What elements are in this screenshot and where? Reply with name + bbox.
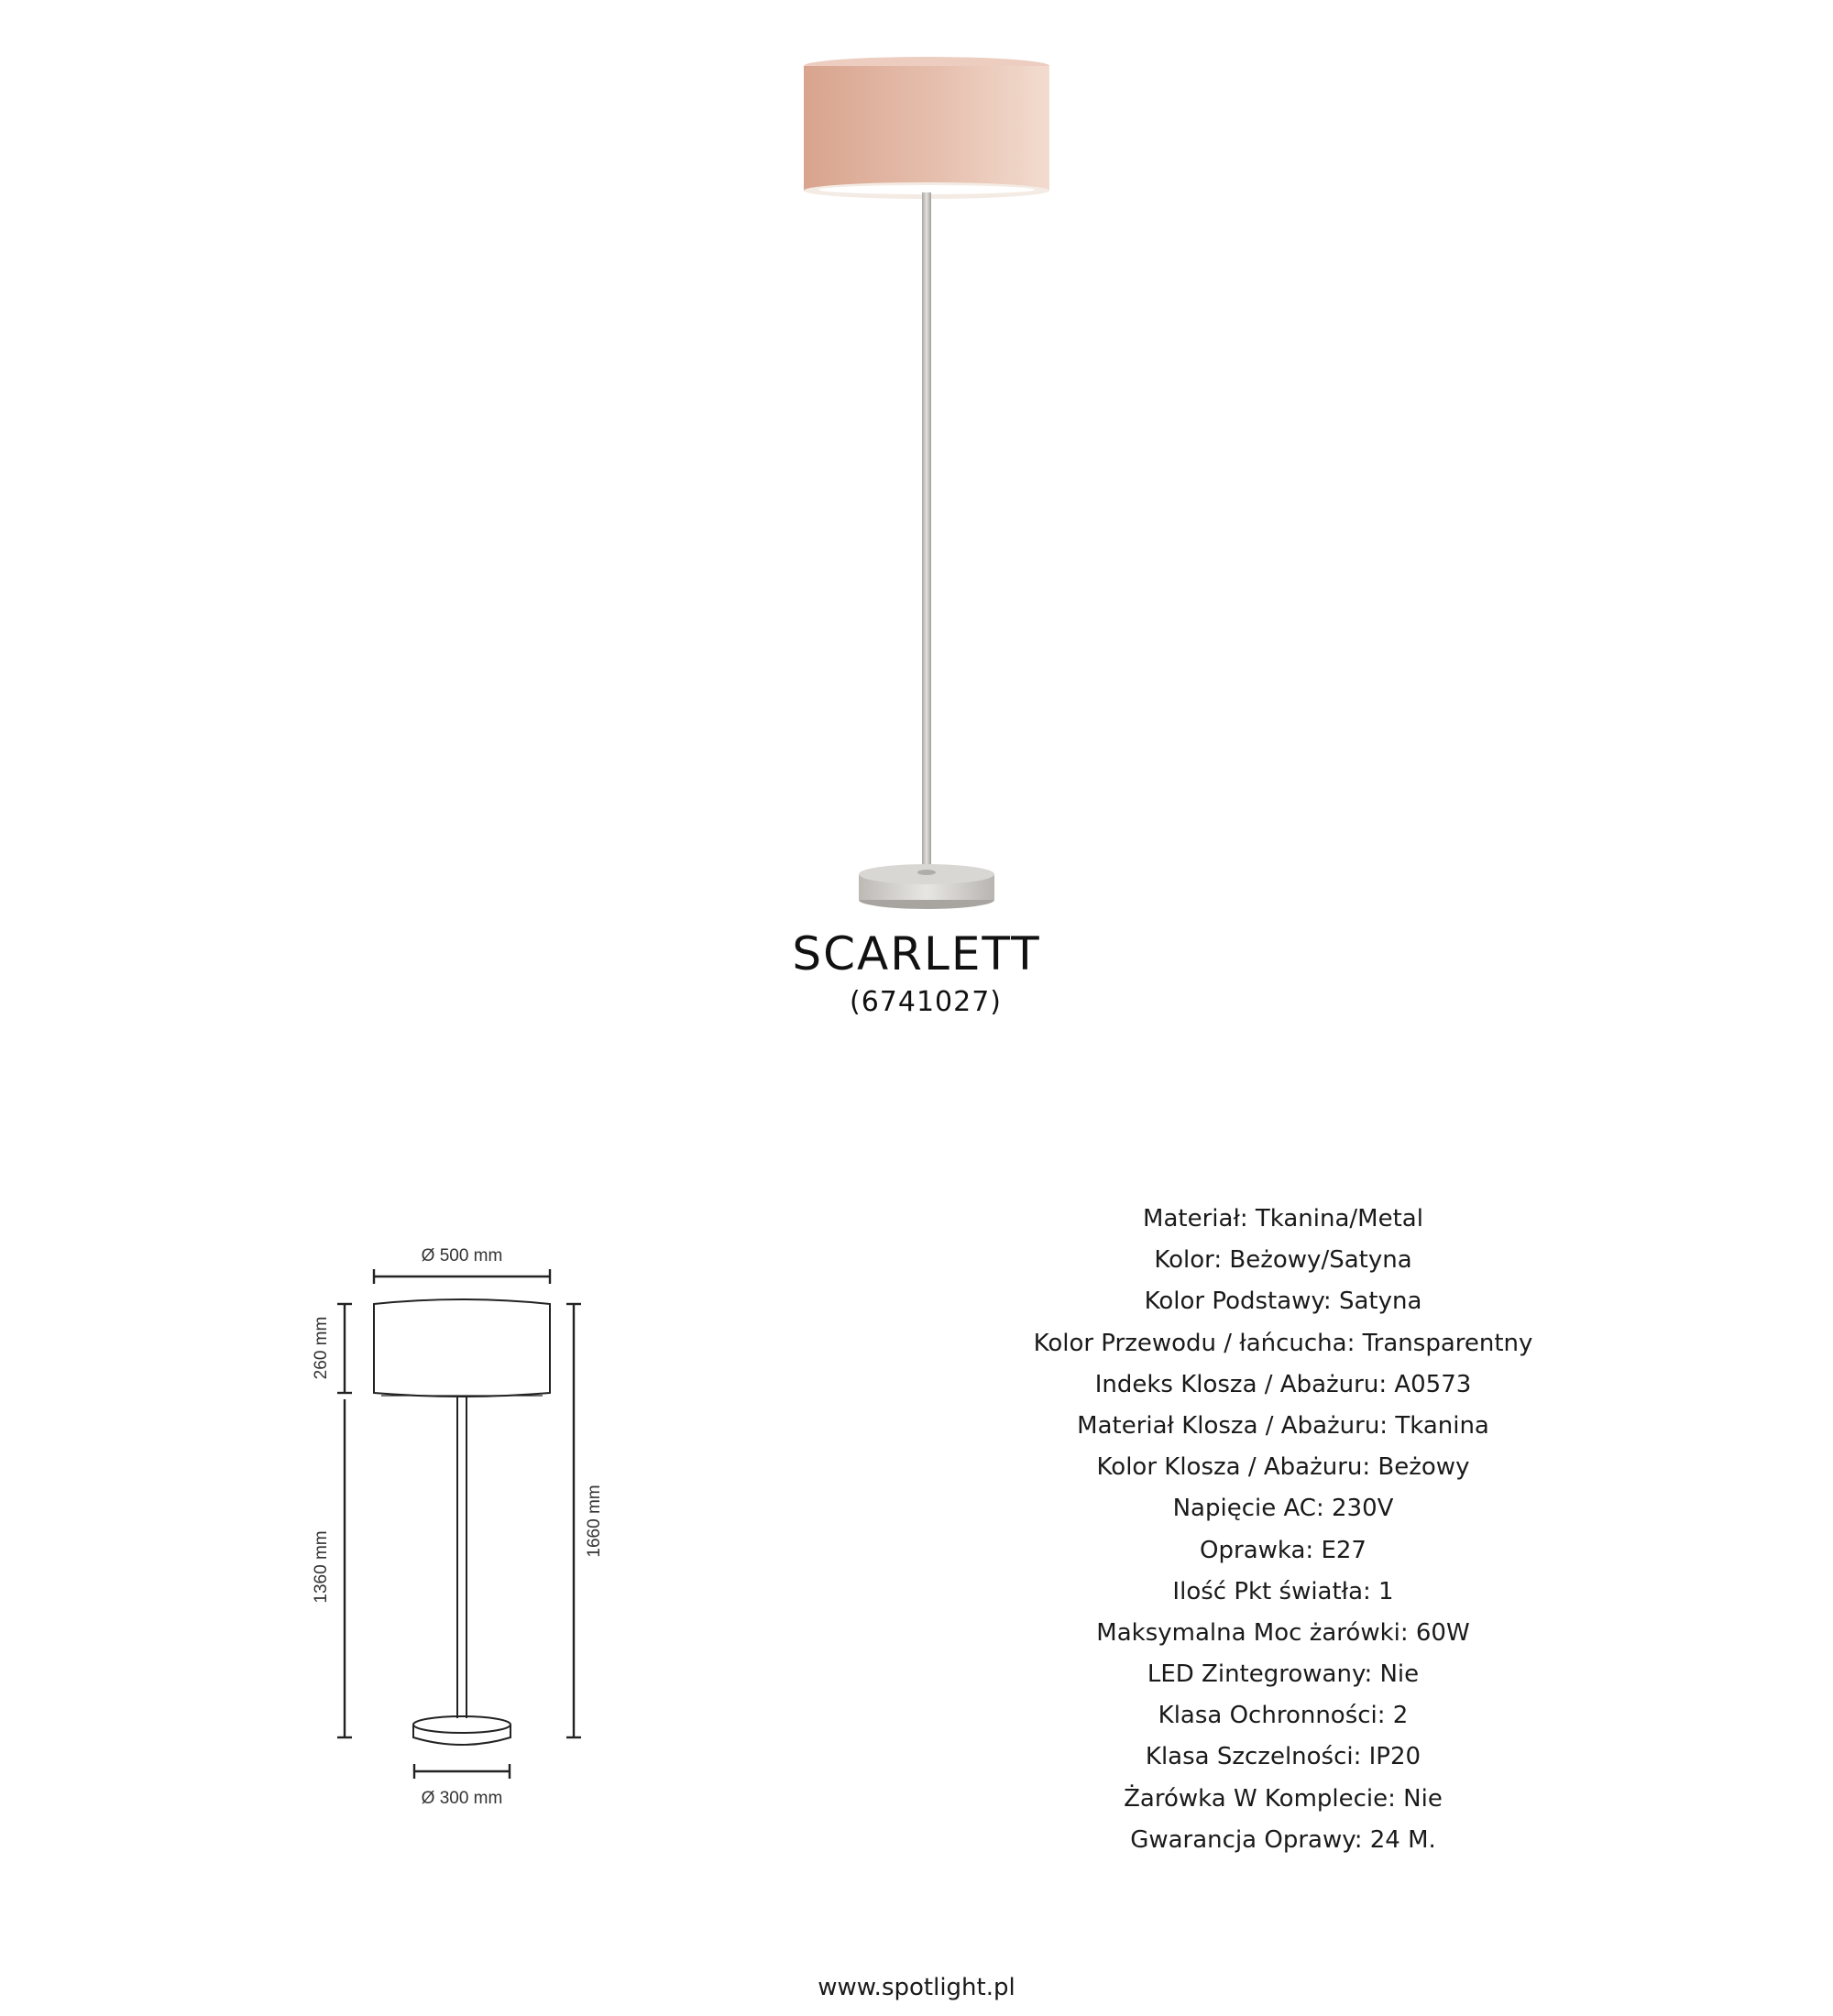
spec-item: Materiał: Tkanina/Metal: [1143, 1205, 1423, 1233]
spec-item: Oprawka: E27: [1200, 1536, 1367, 1564]
dimension-drawing: [293, 1228, 623, 1814]
product-name: SCARLETT: [792, 927, 1041, 981]
spec-item: Maksymalna Moc żarówki: 60W: [1096, 1618, 1470, 1647]
shade-diameter-label: Ø 500 mm: [421, 1246, 503, 1265]
spec-item: Klasa Ochronności: 2: [1158, 1702, 1409, 1730]
spec-item: Gwarancja Oprawy: 24 M.: [1130, 1825, 1436, 1854]
spec-item: Klasa Szczelności: IP20: [1145, 1743, 1421, 1771]
product-photo: [788, 55, 1063, 916]
base-diameter-label: Ø 300 mm: [421, 1789, 503, 1808]
shade-height-label: 260 mm: [312, 1316, 331, 1380]
spec-item: Indeks Klosza / Abażuru: A0573: [1094, 1370, 1472, 1398]
spec-item: LED Zintegrowany: Nie: [1147, 1660, 1420, 1689]
spec-item: Napięcie AC: 230V: [1172, 1495, 1394, 1523]
lamp-stem: [922, 192, 931, 871]
spec-item: Ilość Pkt światła: 1: [1172, 1577, 1394, 1605]
spec-item: Materiał Klosza / Abażuru: Tkanina: [1077, 1411, 1489, 1440]
product-code: (6741027): [849, 986, 1003, 1018]
lamp-base: [859, 864, 994, 909]
spec-item: Żarówka W Komplecie: Nie: [1124, 1784, 1443, 1813]
footer-url[interactable]: www.spotlight.pl: [818, 1974, 1015, 2001]
spec-list: [916, 1199, 1650, 1861]
stem-height-label: 1360 mm: [312, 1530, 331, 1604]
spec-item: Kolor Przewodu / łańcucha: Transparentny: [1033, 1329, 1533, 1357]
lamp-shade: [804, 57, 1049, 199]
total-height-label: 1660 mm: [585, 1485, 604, 1558]
spec-item: Kolor: Beżowy/Satyna: [1154, 1246, 1412, 1275]
spec-item: Kolor Podstawy: Satyna: [1144, 1287, 1422, 1316]
spec-item: Kolor Klosza / Abażuru: Beżowy: [1096, 1453, 1470, 1482]
